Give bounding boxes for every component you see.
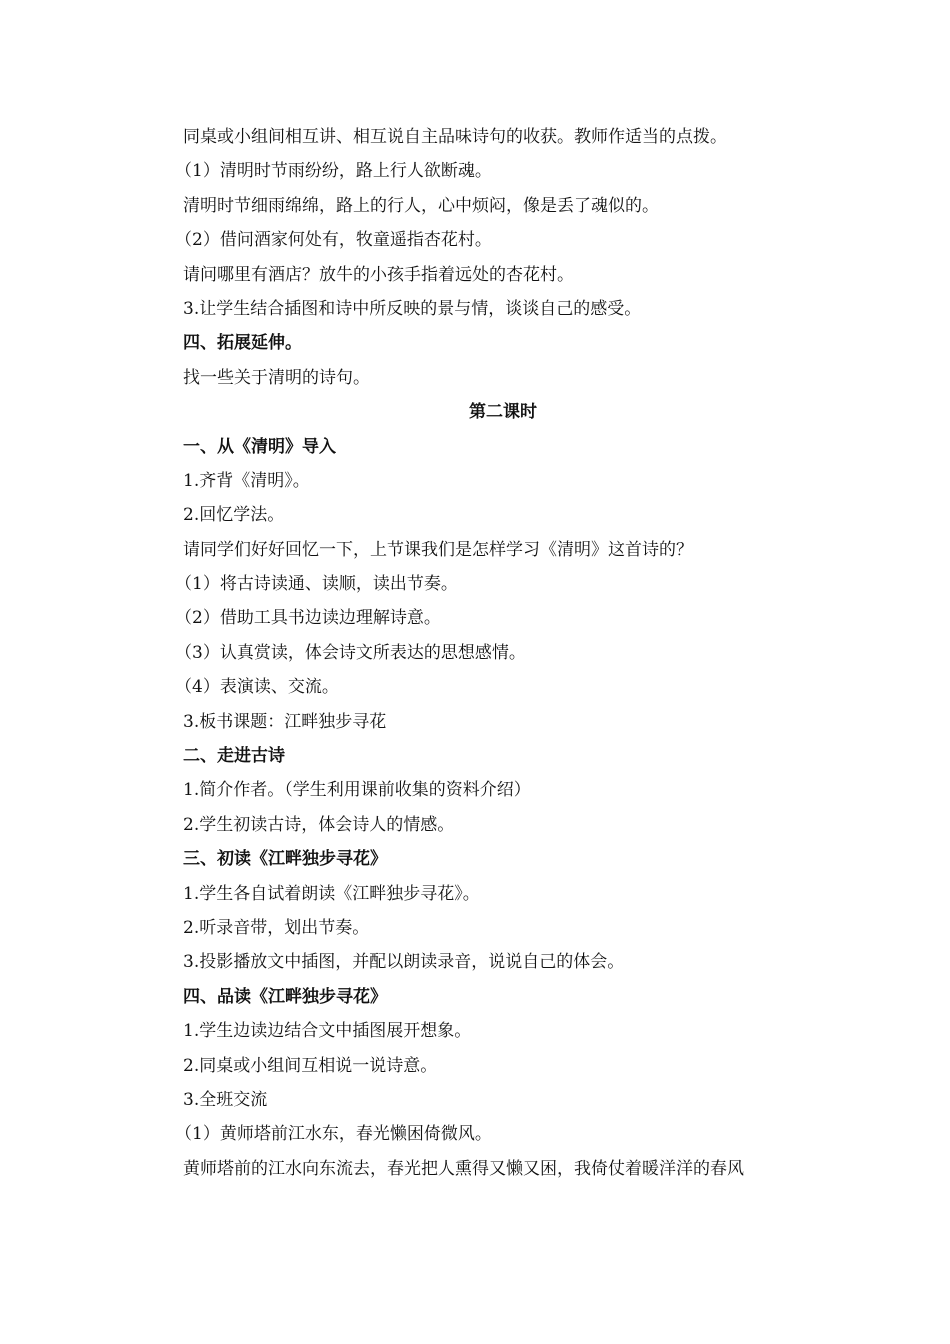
paragraph: 2.学生初读古诗，体会诗人的情感。: [183, 814, 455, 835]
list-item: （2）借助工具书边读边理解诗意。: [175, 608, 441, 629]
paragraph: 1.学生各自试着朗读《江畔独步寻花》。: [183, 883, 480, 904]
paragraph: 3.全班交流: [183, 1089, 268, 1110]
paragraph: 清明时节细雨绵绵，路上的行人，心中烦闷，像是丢了魂似的。: [183, 195, 659, 216]
paragraph: 1.学生边读边结合文中插图展开想象。: [183, 1021, 472, 1042]
paragraph: 请同学们好好回忆一下，上节课我们是怎样学习《清明》这首诗的？: [183, 539, 693, 560]
list-item: （4）表演读、交流。: [175, 677, 339, 698]
section-heading: 二、走进古诗: [183, 746, 285, 767]
paragraph: 3.板书课题：江畔独步寻花: [183, 711, 387, 732]
paragraph: 1.齐背《清明》。: [183, 470, 310, 491]
paragraph: 2.回忆学法。: [183, 505, 285, 526]
list-item: （1）将古诗读通、读顺，读出节奏。: [175, 574, 458, 595]
paragraph: 2.听录音带，划出节奏。: [183, 917, 370, 938]
paragraph: 3.让学生结合插图和诗中所反映的景与情，谈谈自己的感受。: [183, 298, 642, 319]
paragraph: 黄师塔前的江水向东流去，春光把人熏得又懒又困，我倚仗着暖洋洋的春风: [183, 1158, 744, 1179]
poem-line: （1）清明时节雨纷纷，路上行人欲断魂。: [175, 161, 492, 182]
document-body: [175, 120, 823, 1186]
paragraph: 找一些关于清明的诗句。: [183, 367, 370, 388]
paragraph: 1.简介作者。（学生利用课前收集的资料介绍）: [183, 780, 531, 801]
section-heading: 一、从《清明》导入: [183, 436, 336, 457]
paragraph: 同桌或小组间相互讲、相互说自主品味诗句的收获。教师作适当的点拨。: [183, 127, 727, 147]
paragraph: 3.投影播放文中插图，并配以朗读录音，说说自己的体会。: [183, 952, 625, 973]
poem-line: （2）借问酒家何处有，牧童遥指杏花村。: [175, 230, 492, 251]
section-heading: 四、拓展延伸。: [183, 333, 302, 354]
paragraph: 请问哪里有酒店？放牛的小孩手指着远处的杏花村。: [183, 264, 574, 285]
lesson-title: 第二课时: [469, 402, 537, 423]
poem-line: （1）黄师塔前江水东，春光懒困倚微风。: [175, 1124, 492, 1145]
list-item: （3）认真赏读，体会诗文所表达的思想感情。: [175, 642, 526, 663]
paragraph: 2.同桌或小组间互相说一说诗意。: [183, 1055, 438, 1076]
section-heading: 四、品读《江畔独步寻花》: [183, 986, 387, 1007]
section-heading: 三、初读《江畔独步寻花》: [183, 849, 387, 870]
